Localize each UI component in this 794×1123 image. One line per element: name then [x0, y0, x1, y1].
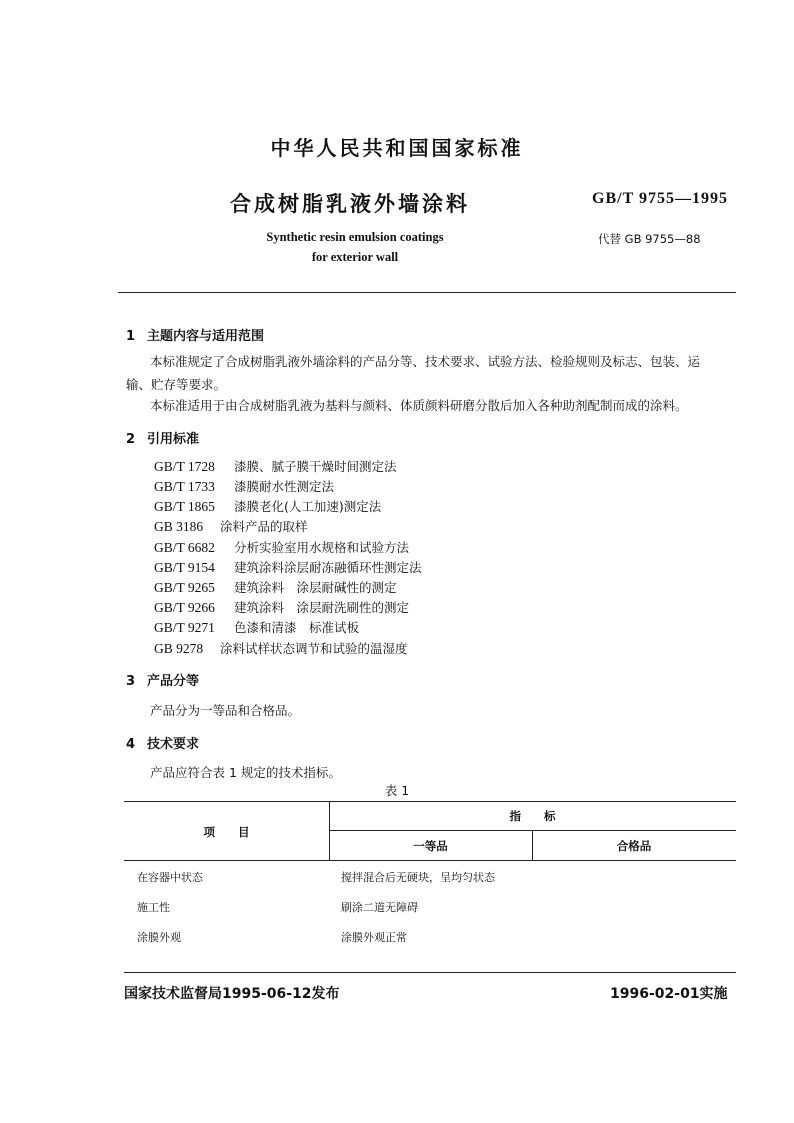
section-title: 技术要求 — [147, 737, 200, 752]
reference-item — [154, 618, 359, 636]
document-title-cn: 合成树脂乳液外墙涂料 — [230, 192, 470, 216]
reference-name: 分析实验室用水规格和试验方法 — [234, 540, 410, 555]
replaces-note: 代替 GB 9755—88 — [598, 232, 701, 246]
reference-code: GB/T 1728 — [154, 459, 215, 474]
reference-code: GB/T 9266 — [154, 600, 215, 615]
section-title: 引用标准 — [147, 432, 200, 447]
document-title-en-line1: Synthetic resin emulsion coatings — [266, 230, 444, 244]
standard-code: GB/T 9755—1995 — [592, 190, 728, 207]
reference-item — [154, 578, 397, 596]
document-title-en-line2: for exterior wall — [311, 250, 399, 264]
table-header-first-grade: 一等品 — [413, 839, 448, 853]
reference-item — [154, 517, 308, 535]
table-row-value: 搅拌混合后无硬块，呈均匀状态 — [341, 871, 495, 884]
reference-item — [154, 598, 409, 616]
reference-item — [154, 457, 397, 475]
reference-code: GB/T 9265 — [154, 580, 215, 595]
reference-name: 漆膜老化(人工加速)测定法 — [234, 499, 382, 514]
section-4-heading — [126, 733, 199, 752]
section-number: 2 — [126, 432, 136, 447]
reference-name: 漆膜耐水性测定法 — [234, 479, 335, 494]
reference-code: GB 9278 — [154, 641, 204, 656]
section-3-paragraph: 产品分为一等品和合格品。 — [150, 703, 301, 718]
table-caption: 表 1 — [384, 783, 410, 798]
reference-name: 建筑涂料 涂层耐碱性的测定 — [234, 580, 397, 595]
table-row-item: 施工性 — [137, 901, 170, 914]
section-2-heading — [126, 428, 199, 447]
reference-name: 涂料试样状态调节和试验的温湿度 — [220, 641, 408, 656]
table-row-value: 刷涂二道无障碍 — [341, 901, 418, 914]
section-1-paragraph-1-cont: 输、贮存等要求。 — [126, 377, 227, 392]
reference-name: 建筑涂料涂层耐冻融循环性测定法 — [234, 560, 422, 575]
reference-item — [154, 497, 381, 515]
table-header-border — [124, 860, 736, 861]
section-number: 1 — [126, 329, 136, 344]
reference-name: 漆膜、腻子膜干燥时间测定法 — [234, 459, 397, 474]
reference-name: 涂料产品的取样 — [220, 519, 308, 534]
reference-name: 建筑涂料 涂层耐洗刷性的测定 — [234, 600, 410, 615]
reference-code: GB/T 9154 — [154, 560, 215, 575]
reference-name: 色漆和清漆 标准试板 — [234, 620, 360, 635]
reference-item — [154, 639, 408, 657]
section-number: 3 — [126, 674, 136, 689]
section-title: 主题内容与适用范围 — [147, 329, 265, 344]
reference-code: GB/T 1733 — [154, 479, 215, 494]
reference-item — [154, 538, 409, 556]
reference-code: GB 3186 — [154, 519, 204, 534]
table-top-border — [124, 801, 736, 802]
table-header-item: 项 目 — [203, 825, 250, 839]
section-1-paragraph-1: 本标准规定了合成树脂乳液外墙涂料的产品分等、技术要求、试验方法、检验规则及标志、包装、运 — [150, 354, 701, 369]
table-header-index: 指 标 — [509, 809, 556, 823]
effective-date: 1996-02-01实施 — [610, 986, 728, 1002]
reference-item — [154, 477, 334, 495]
issue-date: 国家技术监督局1995-06-12发布 — [124, 986, 340, 1002]
section-3-heading — [126, 670, 199, 689]
reference-code: GB/T 6682 — [154, 540, 215, 555]
section-1-heading — [126, 325, 264, 344]
table-bottom-border — [124, 972, 736, 973]
section-number: 4 — [126, 737, 136, 752]
table-row-value: 涂膜外观正常 — [341, 931, 407, 944]
section-title: 产品分等 — [147, 674, 200, 689]
section-1-paragraph-2: 本标准适用于由合成树脂乳液为基料与颜料、体质颜料研磨分散后加入各种助剂配制而成的涂料。 — [150, 398, 688, 413]
table-row-item: 涂膜外观 — [137, 931, 181, 944]
reference-item — [154, 558, 422, 576]
table-row-item: 在容器中状态 — [137, 871, 203, 884]
reference-code: GB/T 1865 — [154, 499, 215, 514]
section-4-paragraph: 产品应符合表 1 规定的技术指标。 — [150, 765, 341, 780]
table-header-qualified: 合格品 — [616, 839, 652, 853]
header-divider — [118, 292, 736, 293]
reference-code: GB/T 9271 — [154, 620, 215, 635]
national-standard-heading: 中华人民共和国国家标准 — [270, 136, 524, 160]
